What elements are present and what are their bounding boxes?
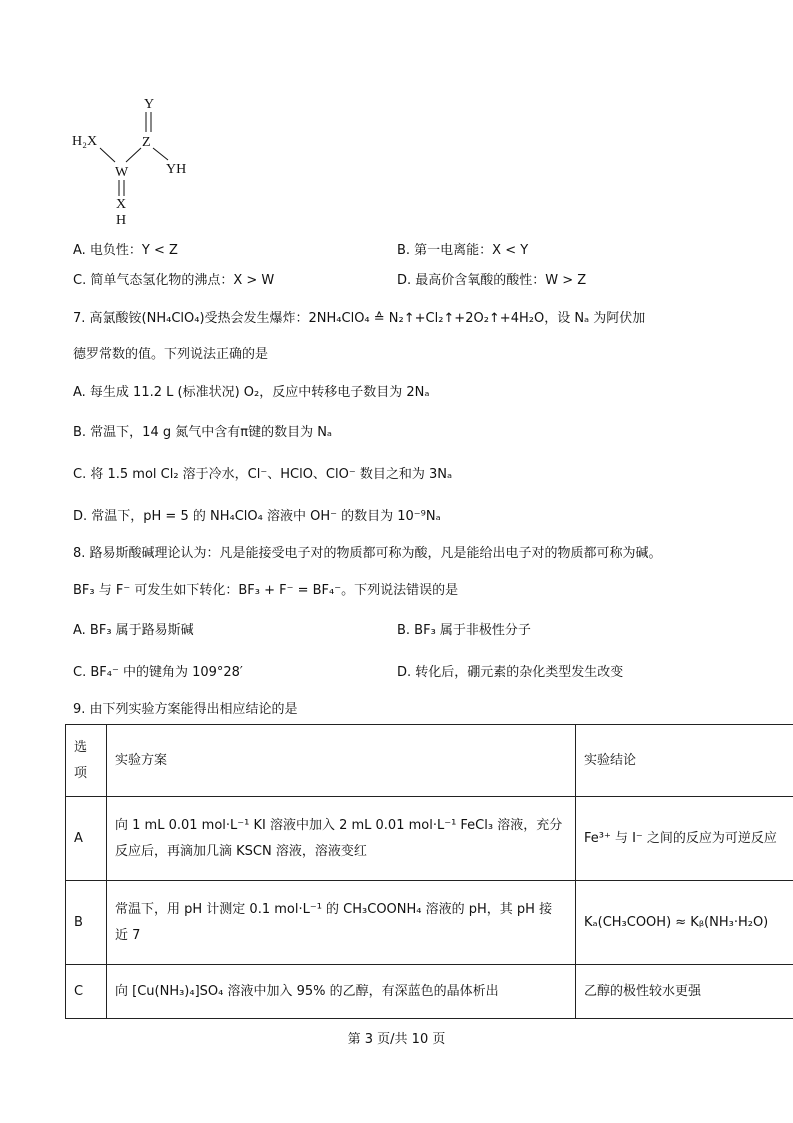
row-conclusion: Kₐ(CH₃COOH) ≈ Kᵦ(NH₃·H₂O): [576, 881, 793, 965]
q7-stem-line2: 德罗常数的值。下列说法正确的是: [73, 347, 269, 362]
q6-option-d: D. 最高价含氧酸的酸性：W > Z: [397, 273, 587, 288]
row-conclusion: Fe³⁺ 与 I⁻ 之间的反应为可逆反应: [576, 797, 793, 881]
q7-option-d: D. 常温下，pH = 5 的 NH₄ClO₄ 溶液中 OH⁻ 的数目为 10⁻⁹Nₐ: [73, 509, 441, 524]
atom-x-bottom: X: [116, 197, 127, 212]
q8-option-a: A. BF₃ 属于路易斯碱: [73, 623, 194, 638]
row-option: A: [66, 797, 107, 881]
molecular-structure-diagram: [60, 90, 220, 230]
row-plan-line1: 向 [Cu(NH₃)₄]SO₄ 溶液中加入 95% 的乙醇，有深蓝色的晶体析出: [115, 983, 499, 999]
row-conclusion: 乙醇的极性较水更强: [576, 965, 793, 1019]
atom-yh: YH: [166, 162, 187, 177]
page-footer: 第 3 页/共 10 页: [347, 1032, 446, 1047]
q9-stem: 9. 由下列实验方案能得出相应结论的是: [73, 702, 298, 717]
row-plan-line1: 向 1 mL 0.01 mol·L⁻¹ KI 溶液中加入 2 mL 0.01 mol·L⁻¹ FeCl₃ 溶液，充分: [115, 817, 563, 833]
atom-h: H: [116, 213, 127, 228]
row-plan: [107, 965, 576, 1019]
table-row: [66, 965, 793, 1019]
row-plan: [107, 797, 576, 881]
header-option-label-1: 选: [74, 739, 88, 755]
q7-option-a: A. 每生成 11.2 L (标准状况) O₂，反应中转移电子数目为 2Nₐ: [73, 385, 430, 400]
row-option: C: [66, 965, 107, 1019]
q8-stem-line2: BF₃ 与 F⁻ 可发生如下转化：BF₃ + F⁻ = BF₄⁻。下列说法错误的是: [73, 583, 459, 598]
row-plan-line2: 反应后，再滴加几滴 KSCN 溶液，溶液变红: [115, 843, 367, 859]
header-plan-cell: 实验方案: [107, 725, 576, 797]
q8-option-b: B. BF₃ 属于非极性分子: [397, 623, 531, 638]
q8-option-d: D. 转化后，硼元素的杂化类型发生改变: [397, 665, 624, 680]
atom-h2x: H₂X: [72, 134, 98, 149]
q6-option-c: C. 简单气态氢化物的沸点：X > W: [73, 273, 275, 288]
table-row: [66, 797, 793, 881]
atom-z: Z: [142, 135, 151, 150]
header-option-label-2: 项: [74, 765, 88, 781]
atom-y-top: Y: [144, 97, 155, 112]
table-row: [66, 881, 793, 965]
atom-w: W: [115, 165, 129, 180]
q7-option-b: B. 常温下，14 g 氮气中含有π键的数目为 Nₐ: [73, 425, 333, 440]
header-option-cell: [66, 725, 107, 797]
q6-option-b: B. 第一电离能：X < Y: [397, 243, 529, 258]
header-conclusion-cell: 实验结论: [576, 725, 793, 797]
row-plan-line1: 常温下，用 pH 计测定 0.1 mol·L⁻¹ 的 CH₃COONH₄ 溶液的 pH，其 pH 接: [115, 901, 553, 917]
row-option: B: [66, 881, 107, 965]
row-plan: [107, 881, 576, 965]
q8-option-c: C. BF₄⁻ 中的键角为 109°28′: [73, 665, 243, 680]
table-header-row: [66, 725, 793, 797]
row-plan-line2: 近 7: [115, 927, 141, 943]
q8-stem-line1: 8. 路易斯酸碱理论认为：凡是能接受电子对的物质都可称为酸，凡是能给出电子对的物质都可称为碱。: [73, 546, 662, 561]
q6-option-a: A. 电负性：Y < Z: [73, 243, 178, 258]
experiment-table: [65, 724, 793, 1019]
q7-option-c: C. 将 1.5 mol Cl₂ 溶于冷水，Cl⁻、HClO、ClO⁻ 数目之和为 3Nₐ: [73, 467, 453, 482]
q7-stem-line1: 7. 高氯酸铵(NH₄ClO₄)受热会发生爆炸：2NH₄ClO₄ ≙ N₂↑+Cl₂↑+2O₂↑+4H₂O，设 Nₐ 为阿伏加: [73, 311, 646, 326]
